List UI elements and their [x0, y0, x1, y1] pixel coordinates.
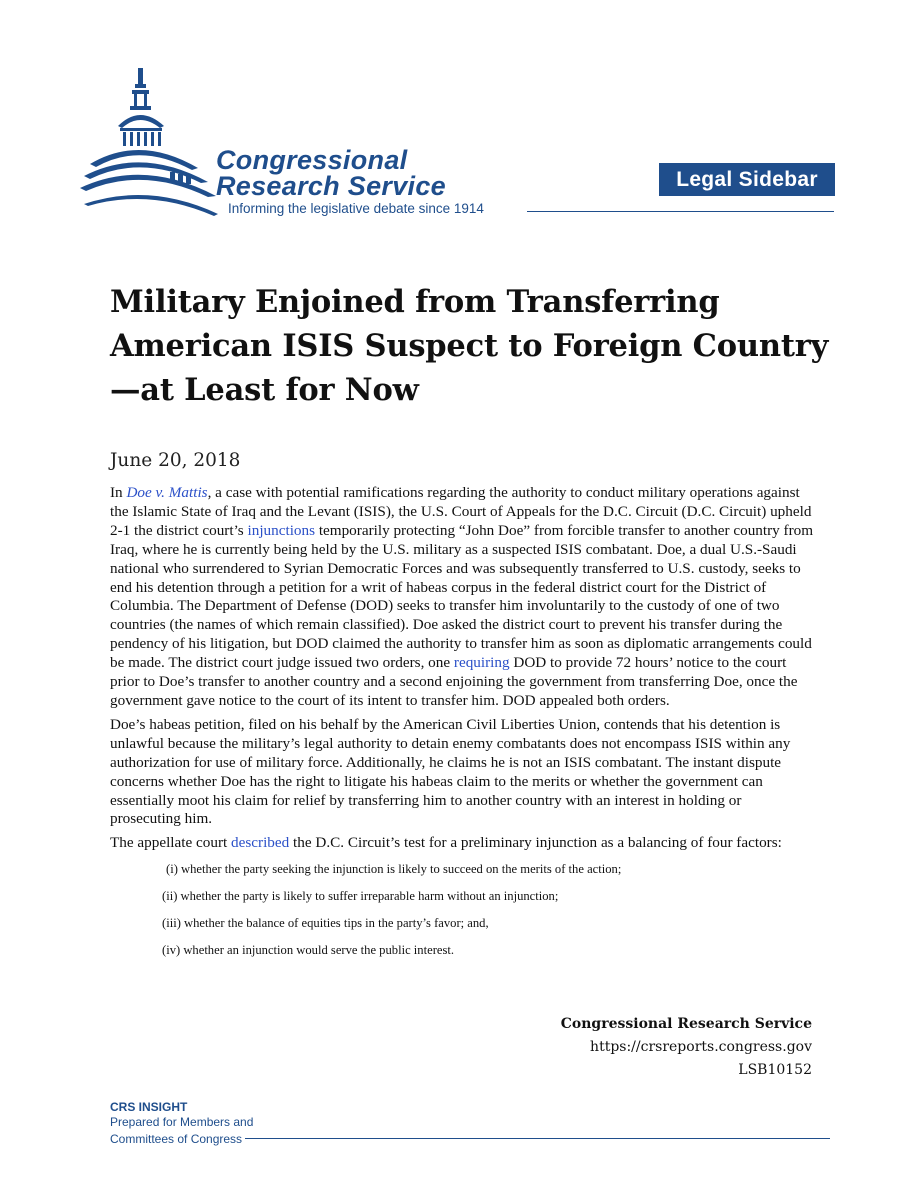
text-span: DOD to provide 72 hours’ notice to the court prior to Doe’s transfer to another country and a second enjoining the government from transferring Doe, once the government gave notice to the court of its intent to transfer him. DOD appealed both orders. [110, 654, 798, 709]
paragraph-1 [110, 484, 816, 711]
page-title: Military Enjoined from Transferring American ISIS Suspect to Foreign Country—at Least for Now [110, 284, 829, 408]
text-span: The appellate court [110, 834, 232, 852]
prepared-line-1: Prepared for Members and [110, 1115, 254, 1129]
crs-logo [80, 64, 540, 224]
factor-item: (iii) whether the balance of equities tips in the party’s favor; and, [162, 916, 489, 931]
crs-url: https://crsreports.congress.gov [590, 1039, 812, 1055]
text-span: , a case with potential ramifications regarding the authority to conduct military operations against the Islamic State of Iraq and the Levant (ISIS), the U.S. Court of Appeals for the D.C. Circuit (D.C. Circuit) upheld 2-1 the district court’s [110, 484, 812, 539]
described-link[interactable]: described [231, 834, 290, 852]
paragraph-2: Doe’s habeas petition, filed on his behalf by the American Civil Liberties Union, contends that his detention is unlawful because the military’s legal authority to detain enemy combatants does not encompass ISIS within any authorization for use of military force. Additionally, he claims he is not an ISIS combatant. The instant dispute concerns whether Doe has the right to litigate his habeas claim to the merits or whether the government can essentially moot his claim for relief by transferring him to another country with an interest in holding or prosecuting him. [110, 715, 791, 828]
doe-v-mattis-link[interactable]: Doe v. Mattis [126, 484, 208, 501]
insight-label: CRS INSIGHT [110, 1100, 188, 1114]
crs-info-block [561, 1013, 812, 1082]
prepared-line-2: Committees of Congress [110, 1132, 243, 1146]
paragraph-3 [110, 834, 816, 853]
report-id: LSB10152 [738, 1062, 812, 1078]
text-span: the D.C. Circuit’s test for a preliminary injunction as a balancing of four factors: [289, 834, 782, 852]
org-name-line1: Congressional [216, 145, 408, 175]
crs-insight-footer [110, 1100, 253, 1148]
text-span: In [110, 484, 127, 501]
text-span: temporarily protecting “John Doe” from forcible transfer to another country from Iraq, where he is currently being held by the U.S. military as a suspected ISIS combatant. Doe, a dual U.S.-Saudi national who surrendered to Syrian Democratic Forces and was subsequently transferred to U.S. custody, seeks to end his detention through a petition for a writ of habeas corpus in the federal district court for the District of Columbia. The Department of Defense (DOD) seeks to transfer him involuntarily to the custody of one of two countries (the names of which remain classified). Doe asked the district court to prevent his transfer during the pendency of his litigation, but DOD claimed the authority to transfer him as soon as diplomatic arrangements could be made. The district court judge issued two orders, one [110, 521, 814, 672]
publication-date: June 20, 2018 [110, 450, 241, 471]
factor-item: (iv) whether an injunction would serve the public interest. [162, 943, 455, 958]
factor-item: (i) whether the party seeking the injunction is likely to succeed on the merits of the action; [166, 862, 622, 877]
org-tagline: Informing the legislative debate since 1914 [228, 201, 484, 216]
requiring-link[interactable]: requiring [453, 654, 510, 672]
org-name-line2: Research Service [216, 171, 446, 201]
capitol-dome-icon [80, 64, 220, 224]
legal-sidebar-badge: Legal Sidebar [659, 163, 835, 196]
injunctions-link[interactable]: injunctions [247, 521, 316, 539]
header-divider [527, 211, 834, 212]
factor-list [162, 861, 816, 959]
article-body [110, 484, 816, 969]
factor-item: (ii) whether the party is likely to suffer irreparable harm without an injunction; [162, 889, 559, 904]
crs-org-name: Congressional Research Service [560, 1016, 812, 1032]
footer-divider [245, 1138, 830, 1139]
